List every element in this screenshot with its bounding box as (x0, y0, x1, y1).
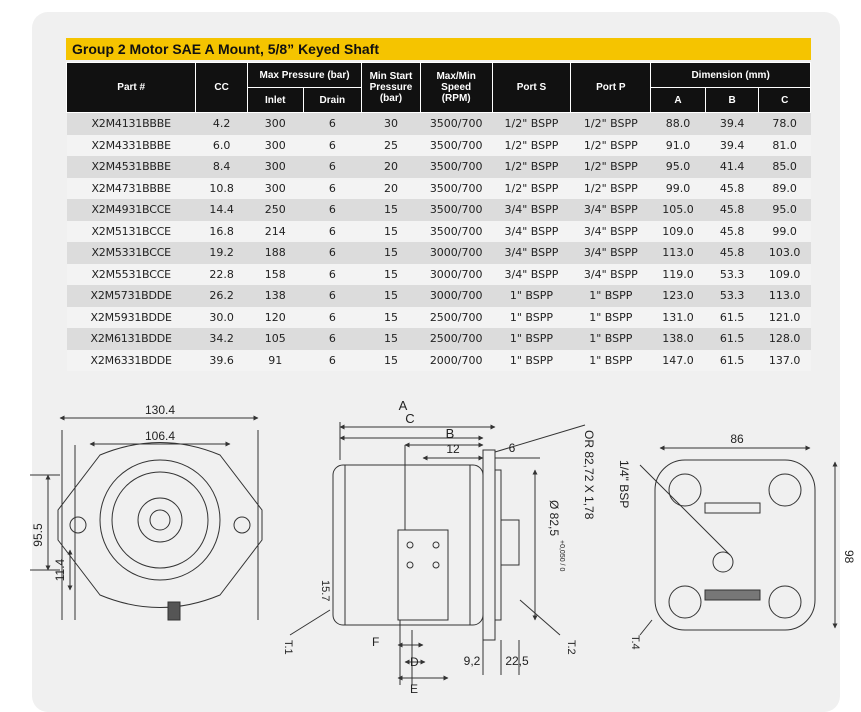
dim-6-label: 6 (508, 441, 516, 455)
header-cc: CC (196, 63, 248, 113)
cell-speed: 2000/700 (420, 350, 492, 372)
cell-port-p: 3/4" BSPP (571, 221, 651, 243)
cell-part: X2M6131BDDE (67, 328, 196, 350)
port-t2-label: T.2 (565, 640, 577, 655)
cell-speed: 3500/700 (420, 135, 492, 157)
cell-port-s: 1/2" BSPP (492, 113, 571, 135)
cell-c: 137.0 (759, 350, 811, 372)
dim-15-label: 15.7 (319, 580, 331, 602)
pilot-diameter-label: Ø 82,5 (547, 500, 561, 537)
cell-min-start: 15 (362, 307, 421, 329)
cell-min-start: 15 (362, 242, 421, 264)
cell-b: 61.5 (705, 350, 759, 372)
cell-speed: 3500/700 (420, 113, 492, 135)
cell-c: 109.0 (759, 264, 811, 286)
cell-b: 45.8 (705, 178, 759, 200)
cell-port-p: 1" BSPP (571, 307, 651, 329)
cell-part: X2M4531BBBE (67, 156, 196, 178)
cell-inlet: 300 (247, 135, 303, 157)
table-row (67, 264, 811, 286)
cell-min-start: 30 (362, 113, 421, 135)
cell-drain: 6 (303, 242, 362, 264)
cell-cc: 39.6 (196, 350, 248, 372)
cell-cc: 4.2 (196, 113, 248, 135)
port-t4-label: T.4 (629, 635, 641, 650)
cell-min-start: 15 (362, 221, 421, 243)
cell-a: 99.0 (651, 178, 706, 200)
cell-inlet: 188 (247, 242, 303, 264)
dim-11-label: 11.4 (53, 558, 67, 582)
cell-min-start: 15 (362, 350, 421, 372)
cell-cc: 8.4 (196, 156, 248, 178)
cell-part: X2M5931BDDE (67, 307, 196, 329)
cell-speed: 3000/700 (420, 242, 492, 264)
cell-c: 103.0 (759, 242, 811, 264)
cell-port-s: 1" BSPP (492, 285, 571, 307)
front-view-drawing (30, 418, 262, 620)
dim-106-label: 106.4 (144, 429, 176, 443)
cell-port-p: 1" BSPP (571, 285, 651, 307)
cell-b: 41.4 (705, 156, 759, 178)
cell-min-start: 20 (362, 156, 421, 178)
header-speed: Max/Min Speed (RPM) (420, 63, 492, 113)
header-port-p: Port P (571, 63, 651, 113)
cell-min-start: 20 (362, 178, 421, 200)
cell-part: X2M5731BDDE (67, 285, 196, 307)
header-drain: Drain (303, 88, 362, 113)
cell-port-p: 1" BSPP (571, 350, 651, 372)
cell-b: 53.3 (705, 264, 759, 286)
cell-drain: 6 (303, 264, 362, 286)
dim-e-label: E (410, 682, 419, 696)
cell-port-p: 1/2" BSPP (571, 113, 651, 135)
dim-130-label: 130.4 (144, 403, 176, 417)
table-row (67, 135, 811, 157)
cell-drain: 6 (303, 156, 362, 178)
dim-95-label: 95.5 (31, 523, 45, 547)
cell-c: 99.0 (759, 221, 811, 243)
cell-port-s: 3/4" BSPP (492, 199, 571, 221)
cell-inlet: 91 (247, 350, 303, 372)
cell-speed: 3000/700 (420, 264, 492, 286)
bsp-port-label: 1/4" BSP (617, 460, 631, 509)
cell-min-start: 15 (362, 264, 421, 286)
cell-b: 39.4 (705, 135, 759, 157)
table-row (67, 221, 811, 243)
cell-inlet: 250 (247, 199, 303, 221)
header-dim-c: C (759, 88, 811, 113)
cell-port-s: 1" BSPP (492, 307, 571, 329)
cell-port-s: 1/2" BSPP (492, 135, 571, 157)
cell-port-p: 1/2" BSPP (571, 178, 651, 200)
header-max-pressure: Max Pressure (bar) (247, 63, 361, 88)
cell-drain: 6 (303, 113, 362, 135)
cell-part: X2M5131BCCE (67, 221, 196, 243)
cell-a: 105.0 (651, 199, 706, 221)
cell-a: 113.0 (651, 242, 706, 264)
cell-drain: 6 (303, 199, 362, 221)
side-view-drawing (290, 422, 585, 685)
dim-9-label: 9,2 (463, 654, 481, 668)
cell-port-s: 3/4" BSPP (492, 264, 571, 286)
port-t1-label: T.1 (282, 640, 294, 655)
cell-min-start: 25 (362, 135, 421, 157)
cell-speed: 3500/700 (420, 199, 492, 221)
cell-cc: 34.2 (196, 328, 248, 350)
dim-c-label: C (405, 411, 415, 426)
cell-part: X2M4731BBBE (67, 178, 196, 200)
cell-port-s: 3/4" BSPP (492, 221, 571, 243)
cell-c: 128.0 (759, 328, 811, 350)
cell-c: 85.0 (759, 156, 811, 178)
table-row (67, 328, 811, 350)
cell-speed: 2500/700 (420, 328, 492, 350)
cell-port-s: 1" BSPP (492, 350, 571, 372)
cell-speed: 3500/700 (420, 156, 492, 178)
table-row (67, 113, 811, 135)
spec-table (66, 62, 811, 371)
cell-b: 45.8 (705, 242, 759, 264)
cell-speed: 2500/700 (420, 307, 492, 329)
cell-part: X2M4331BBBE (67, 135, 196, 157)
cell-drain: 6 (303, 221, 362, 243)
cell-b: 39.4 (705, 113, 759, 135)
table-row (67, 285, 811, 307)
spec-table-body (67, 113, 811, 372)
dim-12-label: 12 (446, 442, 460, 456)
header-dim-b: B (705, 88, 759, 113)
cell-inlet: 105 (247, 328, 303, 350)
cell-cc: 22.8 (196, 264, 248, 286)
dim-86-label: 86 (730, 432, 744, 446)
header-port-s: Port S (492, 63, 571, 113)
cell-b: 61.5 (705, 307, 759, 329)
cell-min-start: 15 (362, 285, 421, 307)
cell-a: 131.0 (651, 307, 706, 329)
cell-part: X2M4931BCCE (67, 199, 196, 221)
rear-view-drawing (640, 448, 835, 635)
cell-drain: 6 (303, 178, 362, 200)
cell-inlet: 300 (247, 156, 303, 178)
dim-d-label: D (410, 655, 419, 669)
header-inlet: Inlet (247, 88, 303, 113)
cell-c: 113.0 (759, 285, 811, 307)
cell-port-s: 1/2" BSPP (492, 178, 571, 200)
cell-part: X2M5331BCCE (67, 242, 196, 264)
cell-c: 81.0 (759, 135, 811, 157)
cell-cc: 10.8 (196, 178, 248, 200)
cell-a: 109.0 (651, 221, 706, 243)
table-row (67, 156, 811, 178)
dim-b-label: B (445, 426, 455, 441)
cell-drain: 6 (303, 307, 362, 329)
header-dimension: Dimension (mm) (651, 63, 811, 88)
cell-port-s: 1/2" BSPP (492, 156, 571, 178)
cell-c: 89.0 (759, 178, 811, 200)
cell-port-s: 3/4" BSPP (492, 242, 571, 264)
cell-port-p: 3/4" BSPP (571, 242, 651, 264)
cell-part: X2M5531BCCE (67, 264, 196, 286)
pilot-tolerance-label: +0,050 / 0 (558, 540, 565, 572)
cell-port-p: 1/2" BSPP (571, 156, 651, 178)
cell-a: 147.0 (651, 350, 706, 372)
cell-part: X2M4131BBBE (67, 113, 196, 135)
cell-min-start: 15 (362, 199, 421, 221)
o-ring-label: OR 82,72 X 1,78 (582, 430, 596, 520)
cell-port-p: 1" BSPP (571, 328, 651, 350)
cell-drain: 6 (303, 285, 362, 307)
cell-inlet: 138 (247, 285, 303, 307)
cell-cc: 14.4 (196, 199, 248, 221)
cell-drain: 6 (303, 135, 362, 157)
cell-inlet: 214 (247, 221, 303, 243)
cell-b: 61.5 (705, 328, 759, 350)
cell-part: X2M6331BDDE (67, 350, 196, 372)
cell-inlet: 158 (247, 264, 303, 286)
cell-port-p: 1/2" BSPP (571, 135, 651, 157)
cell-drain: 6 (303, 328, 362, 350)
cell-inlet: 120 (247, 307, 303, 329)
cell-port-p: 3/4" BSPP (571, 199, 651, 221)
cell-cc: 16.8 (196, 221, 248, 243)
cell-a: 138.0 (651, 328, 706, 350)
cell-port-s: 1" BSPP (492, 328, 571, 350)
cell-inlet: 300 (247, 178, 303, 200)
cell-speed: 3500/700 (420, 178, 492, 200)
cell-b: 45.8 (705, 221, 759, 243)
table-row (67, 199, 811, 221)
cell-cc: 26.2 (196, 285, 248, 307)
table-row (67, 242, 811, 264)
cell-a: 91.0 (651, 135, 706, 157)
cell-a: 88.0 (651, 113, 706, 135)
technical-drawings (0, 390, 861, 700)
table-title: Group 2 Motor SAE A Mount, 5/8” Keyed Shaft (66, 38, 811, 60)
header-part: Part # (67, 63, 196, 113)
cell-inlet: 300 (247, 113, 303, 135)
header-min-start: Min Start Pressure (bar) (362, 63, 421, 113)
cell-a: 95.0 (651, 156, 706, 178)
table-row (67, 307, 811, 329)
cell-c: 121.0 (759, 307, 811, 329)
cell-drain: 6 (303, 350, 362, 372)
cell-a: 123.0 (651, 285, 706, 307)
header-dim-a: A (651, 88, 706, 113)
cell-speed: 3000/700 (420, 285, 492, 307)
cell-cc: 19.2 (196, 242, 248, 264)
dim-f-label: F (372, 635, 380, 649)
cell-cc: 6.0 (196, 135, 248, 157)
cell-port-p: 3/4" BSPP (571, 264, 651, 286)
dim-98-label: 98 (842, 550, 856, 564)
dim-22-label: 22,5 (505, 654, 529, 668)
cell-b: 45.8 (705, 199, 759, 221)
cell-b: 53.3 (705, 285, 759, 307)
cell-a: 119.0 (651, 264, 706, 286)
cell-c: 78.0 (759, 113, 811, 135)
cell-min-start: 15 (362, 328, 421, 350)
cell-speed: 3500/700 (420, 221, 492, 243)
cell-cc: 30.0 (196, 307, 248, 329)
table-row (67, 178, 811, 200)
table-row (67, 350, 811, 372)
cell-c: 95.0 (759, 199, 811, 221)
dim-a-label: A (398, 398, 408, 413)
